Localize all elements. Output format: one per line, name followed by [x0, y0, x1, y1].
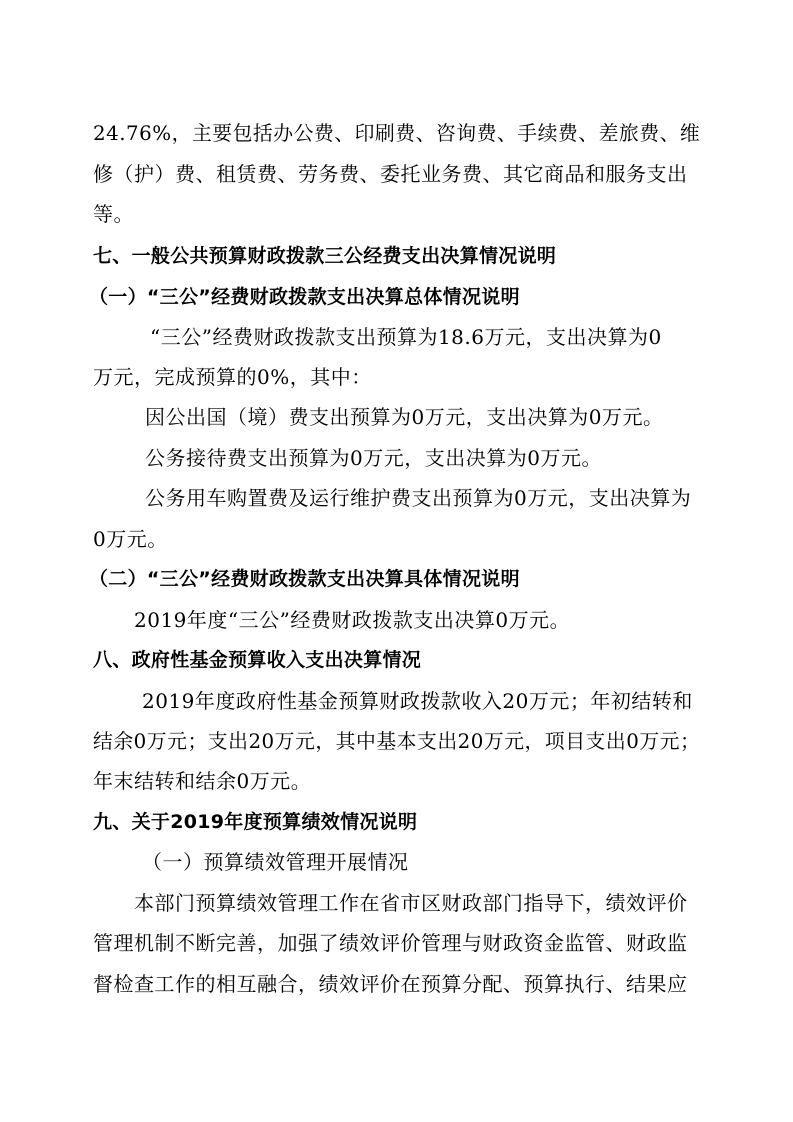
- body-line: “三公”经费财政拨款支出预算为18.6万元，支出决算为0: [150, 325, 662, 349]
- body-line: 2019年度“三公”经费财政拨款支出决算0万元。: [134, 608, 571, 632]
- body-line: （一）预算绩效管理开展情况: [142, 850, 409, 874]
- body-line: 0万元。: [93, 527, 168, 551]
- body-line: 公务接待费支出预算为0万元，支出决算为0万元。: [145, 446, 602, 470]
- body-line: 24.76%，主要包括办公费、印刷费、咨询费、手续费、差旅费、维: [93, 121, 701, 145]
- body-line: 督检查工作的相互融合，绩效评价在预算分配、预算执行、结果应: [93, 972, 688, 996]
- section-heading: 九、关于2019年度预算绩效情况说明: [93, 811, 418, 833]
- body-line: 万元，完成预算的0%，其中：: [93, 365, 372, 389]
- body-line: 等。: [93, 202, 134, 226]
- subsection-heading: （一）“三公”经费财政拨款支出决算总体情况说明: [89, 286, 520, 308]
- body-line: 修（护）费、租赁费、劳务费、委托业务费、其它商品和服务支出: [93, 162, 688, 186]
- body-line: 年末结转和结余0万元。: [93, 769, 312, 793]
- section-heading: 八、政府性基金预算收入支出决算情况: [93, 649, 422, 671]
- section-heading: 七、一般公共预算财政拨款三公经费支出决算情况说明: [93, 245, 557, 267]
- body-line: 公务用车购置费及运行维护费支出预算为0万元，支出决算为: [145, 486, 692, 510]
- body-line: 2019年度政府性基金预算财政拨款收入20万元；年初结转和: [142, 689, 693, 713]
- body-line: 本部门预算绩效管理工作在省市区财政部门指导下，绩效评价: [134, 891, 688, 915]
- subsection-heading: （二）“三公”经费财政拨款支出决算具体情况说明: [89, 568, 520, 590]
- body-line: 因公出国（境）费支出预算为0万元，支出决算为0万元。: [145, 405, 664, 429]
- body-line: 结余0万元；支出20万元，其中基本支出20万元，项目支出0万元；: [93, 729, 701, 753]
- body-line: 管理机制不断完善，加强了绩效评价管理与财政资金监管、财政监: [93, 931, 688, 955]
